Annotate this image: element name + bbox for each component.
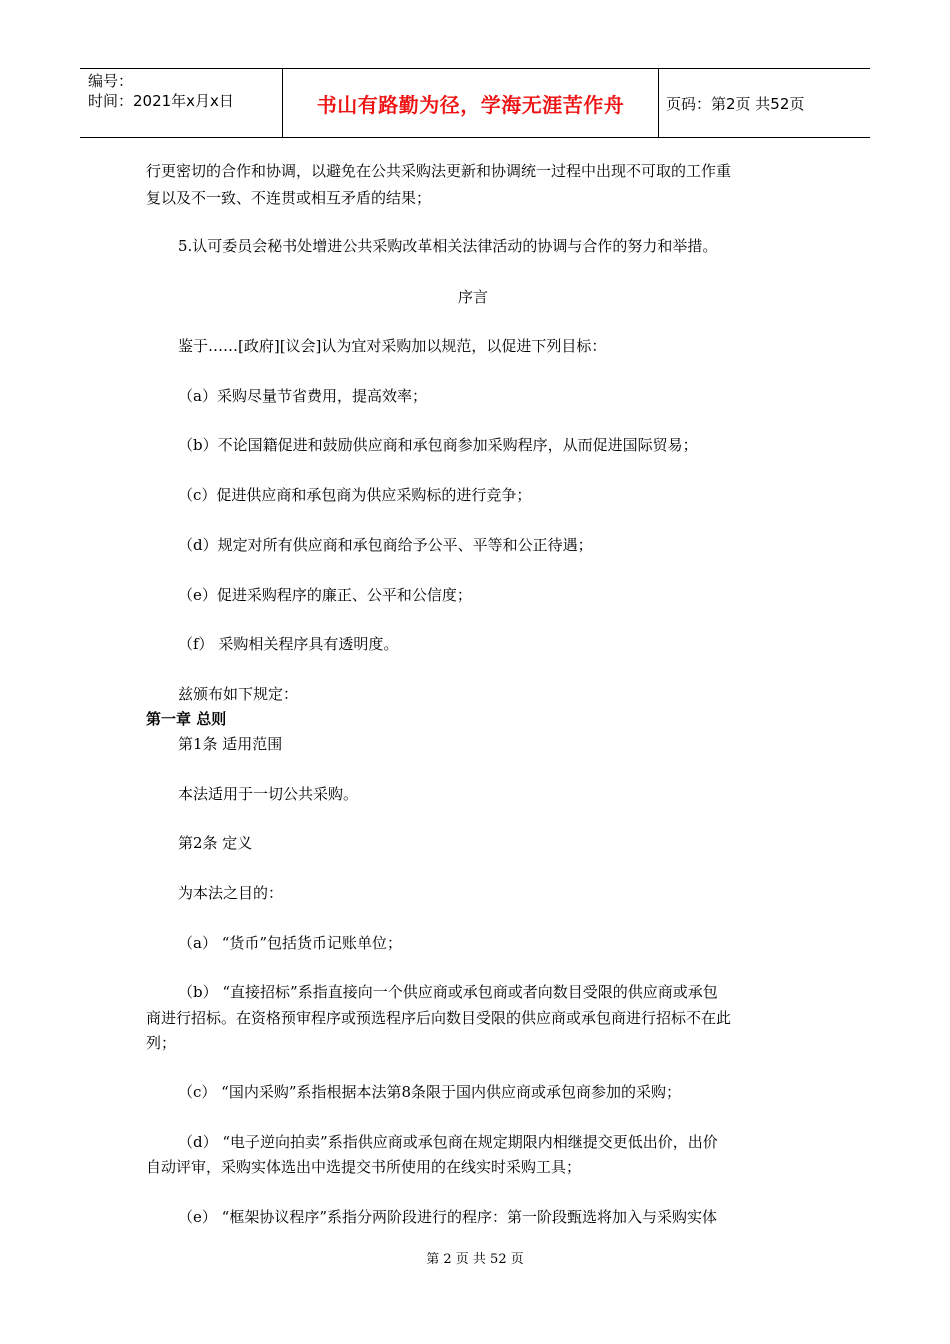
- list-item: （b）不论国籍促进和鼓励供应商和承包商参加采购程序，从而促进国际贸易；: [178, 436, 698, 454]
- list-item: （d）规定对所有供应商和承包商给予公平、平等和公正待遇；: [178, 536, 593, 554]
- list-item: （e）促进采购程序的廉正、公平和公信度；: [178, 586, 472, 604]
- article-heading: 第1条 适用范围: [178, 735, 283, 753]
- list-item: （c）促进供应商和承包商为供应采购标的进行竞争；: [178, 486, 532, 504]
- paragraph-line: 列；: [146, 1034, 177, 1052]
- header-meta: [88, 71, 278, 111]
- list-item: （c） “国内采购”系指根据本法第8条限于国内供应商或承包商参加的采购；: [178, 1083, 682, 1101]
- paragraph-line: 复以及不一致、不连贯或相互矛盾的结果；: [146, 189, 432, 207]
- paragraph-line: 自动评审，采购实体选出中选提交书所使用的在线实时采购工具；: [146, 1158, 582, 1176]
- paragraph-line: （e） “框架协议程序”系指分两阶段进行的程序：第一阶段甄选将加入与采购实体: [178, 1208, 717, 1226]
- chapter-heading: 第一章 总则: [146, 710, 227, 728]
- page-footer: 第 2 页 共 52 页: [426, 1252, 524, 1267]
- number-label: 编号：: [88, 72, 134, 90]
- paragraph: 本法适用于一切公共采购。: [178, 785, 359, 803]
- paragraph-line: 行更密切的合作和协调，以避免在公共采购法更新和协调统一过程中出现不可取的工作重: [146, 162, 732, 180]
- paragraph-line: （b） “直接招标”系指直接向一个供应商或承包商或者向数目受限的供应商或承包: [178, 983, 718, 1001]
- list-item: （f） 采购相关程序具有透明度。: [178, 635, 399, 653]
- list-item: （a） “货币”包括货币记账单位；: [178, 934, 403, 952]
- header-page-info: 页码：第2页 共52页: [666, 94, 805, 113]
- list-item: （a）采购尽量节省费用，提高效率；: [178, 387, 427, 405]
- header-divider: [658, 69, 659, 137]
- paragraph-line: 商进行招标。在资格预审程序或预选程序后向数目受限的供应商或承包商进行招标不在此: [146, 1009, 732, 1027]
- paragraph: 鉴于……[政府][议会]认为宜对采购加以规范，以促进下列目标：: [178, 337, 607, 355]
- time-label: 时间：2021年x月x日: [88, 92, 234, 110]
- section-title: 序言: [458, 288, 489, 306]
- paragraph: 兹颁布如下规定：: [178, 685, 299, 703]
- paragraph: 为本法之目的：: [178, 884, 284, 902]
- page-header: [80, 68, 870, 138]
- paragraph: 5.认可委员会秘书处增进公共采购改革相关法律活动的协调与合作的努力和举措。: [178, 237, 718, 255]
- paragraph-line: （d） “电子逆向拍卖”系指供应商或承包商在规定期限内相继提交更低出价，出价: [178, 1133, 718, 1151]
- article-heading: 第2条 定义: [178, 834, 253, 852]
- header-motto: 书山有路勤为径，学海无涯苦作舟: [316, 92, 625, 117]
